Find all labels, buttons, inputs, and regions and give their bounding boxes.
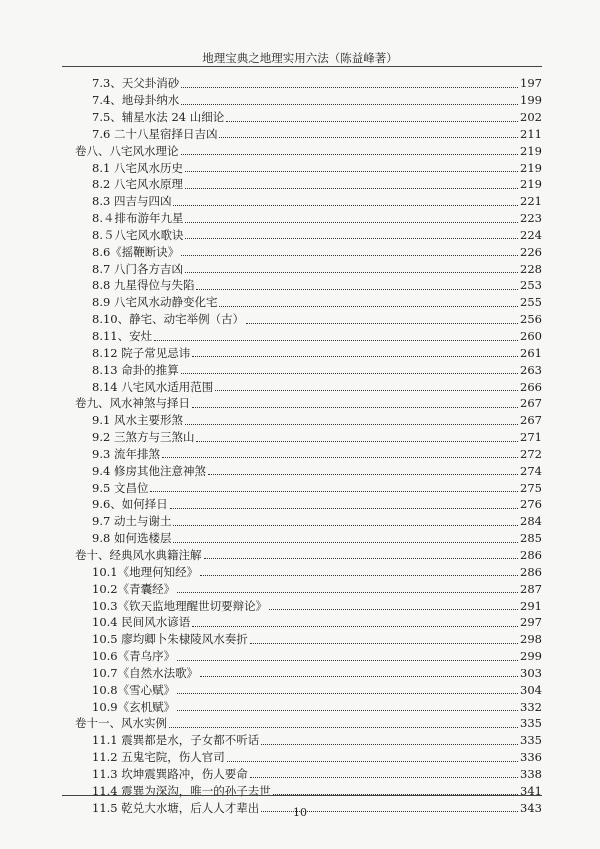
dot-leader bbox=[181, 86, 518, 88]
toc-entry-page: 286 bbox=[520, 564, 542, 579]
toc-entry-title: 卷九、风水神煞与择日 bbox=[75, 396, 190, 411]
dot-leader bbox=[200, 675, 518, 677]
toc-entry-title: 11.4 震巽为深沟，唯一的孙子去世 bbox=[92, 783, 271, 798]
toc-section-row bbox=[0, 478, 600, 495]
toc-entry-page: 267 bbox=[520, 396, 542, 411]
dot-leader bbox=[170, 507, 518, 509]
toc-entry-page: 291 bbox=[520, 598, 542, 613]
toc-entry-page: 199 bbox=[520, 93, 542, 108]
toc-chapter-row bbox=[0, 714, 600, 731]
toc-entry-title: 7.6 二十八星宿择日吉凶 bbox=[92, 126, 218, 141]
toc-entry-page: 256 bbox=[520, 312, 542, 327]
dot-leader bbox=[185, 221, 518, 223]
dot-leader bbox=[177, 591, 518, 593]
toc-entry-title: 10.9《玄机赋》 bbox=[92, 699, 176, 714]
toc-section-row bbox=[0, 613, 600, 630]
toc-entry-title: 卷十、经典风水典籍注解 bbox=[75, 547, 202, 562]
toc-section-row bbox=[0, 579, 600, 596]
dot-leader bbox=[246, 322, 518, 324]
toc-entry-title: 8.2 八宅风水原理 bbox=[92, 177, 183, 192]
toc-section-row bbox=[0, 377, 600, 394]
toc-entry-page: 219 bbox=[520, 177, 542, 192]
toc-entry-title: 9.8 如何选楼层 bbox=[92, 531, 172, 546]
toc-entry-title: 7.4、地母卦纳水 bbox=[92, 93, 180, 108]
dot-leader bbox=[150, 490, 518, 492]
header-rule bbox=[62, 66, 542, 67]
toc-section-row bbox=[0, 209, 600, 226]
dot-leader bbox=[250, 776, 518, 778]
toc-entry-title: 11.5 乾兑大水塘，后人人才辈出 bbox=[92, 800, 260, 815]
table-of-contents bbox=[0, 74, 600, 815]
toc-entry-page: 221 bbox=[520, 194, 542, 209]
toc-entry-page: 261 bbox=[520, 345, 542, 360]
toc-entry-title: 10.2《青囊经》 bbox=[92, 581, 176, 596]
toc-chapter-row bbox=[0, 546, 600, 563]
dot-leader bbox=[181, 153, 519, 155]
toc-section-row bbox=[0, 647, 600, 664]
toc-entry-page: 285 bbox=[520, 531, 542, 546]
toc-entry-page: 335 bbox=[520, 733, 542, 748]
toc-entry-page: 223 bbox=[520, 211, 542, 226]
dot-leader bbox=[162, 456, 518, 458]
toc-section-row bbox=[0, 630, 600, 647]
toc-entry-title: 10.5 廖均卿卜朱棣陵风水奏折 bbox=[92, 632, 248, 647]
toc-entry-page: 224 bbox=[520, 227, 542, 242]
dot-leader bbox=[269, 608, 518, 610]
toc-entry-title: 7.5、辅星水法 24 山细论 bbox=[92, 110, 225, 125]
toc-entry-page: 228 bbox=[520, 261, 542, 276]
running-header: 地理宝典之地理实用六法（陈益峰著） bbox=[202, 51, 398, 65]
toc-entry-page: 272 bbox=[520, 446, 542, 461]
toc-section-row bbox=[0, 125, 600, 142]
toc-chapter-row bbox=[0, 394, 600, 411]
toc-entry-title: 9.3 流年排煞 bbox=[92, 446, 160, 461]
toc-entry-title: 11.2 五鬼宅院，伤人官司 bbox=[92, 750, 225, 765]
toc-entry-title: 8.1 八宅风水历史 bbox=[92, 160, 183, 175]
toc-entry-page: 219 bbox=[520, 160, 542, 175]
dot-leader bbox=[169, 726, 518, 728]
dot-leader bbox=[227, 760, 518, 762]
toc-entry-page: 266 bbox=[520, 379, 542, 394]
toc-section-row bbox=[0, 344, 600, 361]
toc-entry-title: 11.1 震巽都是水，子女都不听话 bbox=[92, 733, 260, 748]
dot-leader bbox=[181, 372, 518, 374]
toc-section-row bbox=[0, 512, 600, 529]
toc-entry-title: 10.8《雪心赋》 bbox=[92, 682, 176, 697]
dot-leader bbox=[261, 743, 518, 745]
toc-entry-page: 276 bbox=[520, 497, 542, 512]
toc-entry-title: 10.7《自然水法歌》 bbox=[92, 665, 199, 680]
toc-section-row bbox=[0, 445, 600, 462]
toc-section-row bbox=[0, 731, 600, 748]
dot-leader bbox=[173, 524, 518, 526]
toc-section-row bbox=[0, 293, 600, 310]
toc-entry-page: 255 bbox=[520, 295, 542, 310]
toc-entry-title: 10.3《钦天监地理醒世切要辩论》 bbox=[92, 598, 268, 613]
toc-entry-page: 332 bbox=[520, 699, 542, 714]
toc-entry-page: 271 bbox=[520, 430, 542, 445]
toc-entry-page: 304 bbox=[520, 682, 542, 697]
toc-section-row bbox=[0, 360, 600, 377]
toc-entry-page: 286 bbox=[520, 547, 542, 562]
toc-entry-title: 卷八、八宅风水理论 bbox=[75, 143, 179, 158]
toc-entry-title: 10.4 民间风水谚语 bbox=[92, 615, 191, 630]
toc-section-row bbox=[0, 562, 600, 579]
toc-entry-page: 197 bbox=[520, 76, 542, 91]
toc-entry-title: 10.1《地理何知经》 bbox=[92, 564, 199, 579]
toc-entry-page: 253 bbox=[520, 278, 542, 293]
toc-section-row bbox=[0, 158, 600, 175]
toc-entry-page: 341 bbox=[520, 783, 542, 798]
toc-entry-title: 7.3、天父卦消砂 bbox=[92, 76, 180, 91]
dot-leader bbox=[250, 642, 518, 644]
toc-entry-page: 275 bbox=[520, 480, 542, 495]
toc-entry-page: 211 bbox=[520, 126, 542, 141]
dot-leader bbox=[226, 120, 518, 122]
toc-entry-title: 9.5 文昌位 bbox=[92, 480, 149, 495]
toc-entry-page: 287 bbox=[520, 581, 542, 596]
dot-leader bbox=[196, 440, 518, 442]
toc-entry-page: 298 bbox=[520, 632, 542, 647]
toc-entry-page: 303 bbox=[520, 665, 542, 680]
toc-entry-page: 274 bbox=[520, 463, 542, 478]
toc-section-row bbox=[0, 242, 600, 259]
toc-entry-title: 9.1 风水主要形煞 bbox=[92, 413, 183, 428]
toc-entry-title: 9.2 三煞方与三煞山 bbox=[92, 430, 195, 445]
toc-entry-title: 8.12 院子常见忌讳 bbox=[92, 345, 191, 360]
toc-section-row bbox=[0, 461, 600, 478]
dot-leader bbox=[185, 271, 518, 273]
toc-entry-title: 9.4 修房其他注意神煞 bbox=[92, 463, 206, 478]
toc-entry-title: 9.6、如何择日 bbox=[92, 497, 168, 512]
toc-section-row bbox=[0, 327, 600, 344]
page-number: 10 bbox=[293, 806, 307, 819]
toc-section-row bbox=[0, 226, 600, 243]
toc-entry-title: 10.6《青乌序》 bbox=[92, 649, 176, 664]
dot-leader bbox=[154, 339, 518, 341]
toc-entry-title: 8.５八宅风水歌诀 bbox=[92, 227, 184, 242]
dot-leader bbox=[173, 541, 518, 543]
toc-entry-title: 8.7 八门各方吉凶 bbox=[92, 261, 183, 276]
toc-section-row bbox=[0, 697, 600, 714]
toc-section-row bbox=[0, 680, 600, 697]
toc-entry-page: 263 bbox=[520, 362, 542, 377]
toc-section-row bbox=[0, 175, 600, 192]
toc-entry-title: 11.3 坎坤震巽路冲，伤人要命 bbox=[92, 766, 248, 781]
dot-leader bbox=[173, 204, 518, 206]
dot-leader bbox=[192, 355, 518, 357]
dot-leader bbox=[192, 625, 518, 627]
toc-entry-title: 8.４排布游年九星 bbox=[92, 211, 184, 226]
toc-section-row bbox=[0, 495, 600, 512]
dot-leader bbox=[177, 659, 518, 661]
toc-chapter-row bbox=[0, 141, 600, 158]
toc-section-row bbox=[0, 108, 600, 125]
toc-entry-title: 9.7 动土与谢土 bbox=[92, 514, 172, 529]
toc-section-row bbox=[0, 765, 600, 782]
dot-leader bbox=[185, 170, 518, 172]
toc-entry-title: 8.8 九星得位与失陷 bbox=[92, 278, 195, 293]
toc-section-row bbox=[0, 748, 600, 765]
toc-entry-page: 338 bbox=[520, 766, 542, 781]
dot-leader bbox=[181, 103, 518, 105]
dot-leader bbox=[196, 288, 518, 290]
toc-entry-page: 260 bbox=[520, 329, 542, 343]
toc-entry-page: 335 bbox=[520, 716, 542, 731]
toc-section-row bbox=[0, 259, 600, 276]
dot-leader bbox=[208, 473, 518, 475]
dot-leader bbox=[219, 305, 518, 307]
footer-rule bbox=[62, 795, 542, 796]
dot-leader bbox=[219, 136, 518, 138]
toc-entry-page: 226 bbox=[520, 244, 542, 259]
toc-entry-title: 8.3 四吉与四凶 bbox=[92, 194, 172, 209]
toc-entry-page: 297 bbox=[520, 615, 542, 630]
toc-section-row bbox=[0, 192, 600, 209]
toc-section-row bbox=[0, 596, 600, 613]
toc-entry-title: 8.6《摇鞭断诀》 bbox=[92, 244, 180, 259]
dot-leader bbox=[177, 709, 518, 711]
toc-entry-title: 8.11、安灶 bbox=[92, 329, 153, 343]
toc-entry-page: 202 bbox=[520, 110, 542, 125]
toc-section-row bbox=[0, 310, 600, 327]
toc-entry-page: 267 bbox=[520, 413, 542, 428]
dot-leader bbox=[185, 423, 518, 425]
toc-entry-title: 8.14 八宅风水适用范围 bbox=[92, 379, 214, 394]
toc-entry-title: 8.13 命卦的推算 bbox=[92, 362, 179, 377]
toc-section-row bbox=[0, 428, 600, 445]
toc-entry-title: 8.9 八宅风水动静变化宅 bbox=[92, 295, 218, 310]
toc-section-row bbox=[0, 529, 600, 546]
dot-leader bbox=[204, 557, 519, 559]
toc-section-row bbox=[0, 91, 600, 108]
toc-entry-page: 343 bbox=[520, 800, 542, 815]
dot-leader bbox=[200, 574, 518, 576]
toc-section-row bbox=[0, 276, 600, 293]
dot-leader bbox=[215, 389, 518, 391]
dot-leader bbox=[177, 692, 518, 694]
toc-entry-title: 卷十一、风水实例 bbox=[75, 716, 167, 731]
toc-entry-page: 219 bbox=[520, 143, 542, 158]
toc-entry-page: 299 bbox=[520, 649, 542, 664]
toc-entry-page: 284 bbox=[520, 514, 542, 529]
toc-section-row bbox=[0, 411, 600, 428]
toc-entry-title: 8.10、静宅、动宅举例（古） bbox=[92, 312, 245, 327]
dot-leader bbox=[185, 237, 518, 239]
toc-entry-page: 336 bbox=[520, 750, 542, 765]
toc-section-row bbox=[0, 664, 600, 681]
dot-leader bbox=[185, 187, 518, 189]
toc-section-row bbox=[0, 74, 600, 91]
dot-leader bbox=[192, 406, 518, 408]
dot-leader bbox=[181, 254, 518, 256]
